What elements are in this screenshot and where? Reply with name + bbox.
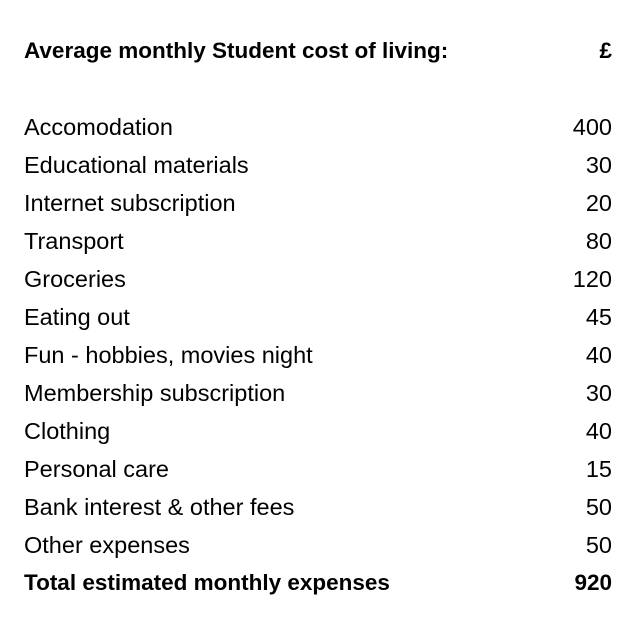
total-label: Total estimated monthly expenses: [24, 570, 390, 595]
expense-row: [24, 108, 612, 146]
expense-row: [24, 222, 612, 260]
expense-value: 80: [585, 228, 612, 254]
expense-row: [24, 184, 612, 222]
expense-label: Bank interest & other fees: [24, 494, 295, 520]
expense-row: [24, 450, 612, 488]
expense-label: Educational materials: [24, 152, 249, 178]
expense-value: 15: [585, 456, 612, 482]
expense-value: 20: [585, 190, 612, 216]
expense-label: Personal care: [24, 456, 169, 482]
expense-row: [24, 374, 612, 412]
expense-label: Transport: [24, 228, 124, 254]
expense-label: Internet subscription: [24, 190, 236, 216]
expense-value: 40: [585, 418, 612, 444]
expense-value: 30: [585, 380, 612, 406]
expense-row: [24, 260, 612, 298]
expense-row: [24, 298, 612, 336]
expense-value: 50: [585, 532, 612, 558]
expense-row: [24, 488, 612, 526]
total-row: [24, 564, 612, 602]
expense-value: 120: [572, 266, 612, 292]
expense-row: [24, 412, 612, 450]
expense-value: 30: [585, 152, 612, 178]
expense-value: 400: [572, 114, 612, 140]
expense-label: Clothing: [24, 418, 111, 444]
expense-value: 40: [585, 342, 612, 368]
expense-label: Groceries: [24, 266, 126, 292]
sheet-title: Average monthly Student cost of living:: [24, 38, 449, 63]
expense-label: Other expenses: [24, 532, 190, 558]
expense-label: Eating out: [24, 304, 130, 330]
expense-label: Membership subscription: [24, 380, 286, 406]
total-value: 920: [574, 570, 612, 595]
expense-label: Accomodation: [24, 114, 173, 140]
currency-symbol: £: [599, 38, 612, 63]
header-row: [24, 32, 612, 70]
expense-row: [24, 146, 612, 184]
expense-row: [24, 526, 612, 564]
expense-value: 50: [585, 494, 612, 520]
expense-label: Fun - hobbies, movies night: [24, 342, 313, 368]
expense-value: 45: [585, 304, 612, 330]
expense-row: [24, 336, 612, 374]
